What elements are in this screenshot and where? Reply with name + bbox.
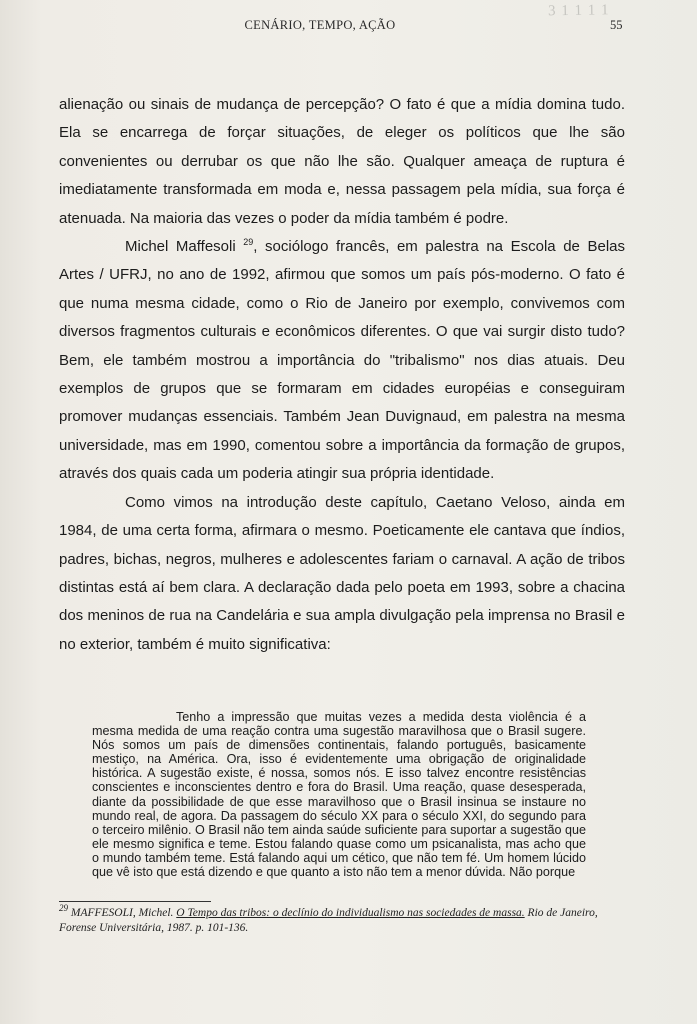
footnote (59, 903, 625, 936)
page-number: 55 (610, 18, 623, 32)
footnote-number: 29 (59, 903, 68, 914)
footnote-divider (59, 901, 211, 902)
paragraph-1: alienação ou sinais de mudança de percepção? O fato é que a mídia domina tudo. Ela se encarrega de forçar situações, de eleger os políticos que lhe são convenientes ou derrubar os que não lhe são. Qualquer ameaça de ruptura é imediatamente transformada em moda e, nessa passagem pela mídia, sua força é atenuada. Na maioria das vezes o poder da mídia também é podre. (59, 96, 625, 227)
paragraph-3: Como vimos na introdução deste capítulo, Caetano Veloso, ainda em 1984, de uma certa forma, afirmara o mesmo. Poeticamente ele cantava que índios, padres, bichas, negros, mulheres e adolescentes fariam o carnaval. A ação de tribos distintas está aí bem clara. A declaração dada pelo poeta em 1993, sobre a chacina dos meninos de rua na Candelária e sua ampla divulgação pela imprensa no Brasil e no exterior, também é muito significativa: (59, 493, 625, 653)
body-text (59, 91, 625, 659)
block-quote (92, 710, 586, 879)
paragraph-2 (59, 233, 625, 489)
paragraph-2-start: Michel Maffesoli (125, 238, 244, 256)
footnote-title: O Tempo das tribos: o declínio do individualismo nas sociedades de massa. (176, 907, 525, 919)
block-quote-text: Tenho a impressão que muitas vezes a medida desta violência é a mesma medida de uma reação contra uma sugestão maravilhosa que o Brasil sugere. Nós somos um país de dimensões continentais, falando português, basicamente mestiço, na América. Ora, isso é evidentemente uma obrigação de originalidade histórica. A sugestão existe, é nossa, somos nós. E isso talvez encontre resistências conscientes e inconscientes dentro e fora do Brasil. Uma reação, quase desesperada, diante da possibilidade de que esse maravilhoso que o Brasil insinua se instaure no mundo real, de agora. Da passagem do século XX para o século XXI, do segundo para o terceiro milênio. O Brasil não tem ainda saúde suficiente para suportar a sugestão que ele mesmo significa e teme. Estou falando quase como um psicanalista, mas acho que o mundo também teme. Está falando aqui um cético, que não tem fé. Um homem lúcido que vê isto que está dizendo e que quanto a isto não tem a menor dúvida. Não porque (92, 710, 586, 880)
footnote-imprint: Rio de Janeiro, Forense Universitária, 1987. p. 101-136. (59, 907, 598, 934)
pencil-mark: 3 1 1 1 1 (547, 2, 610, 20)
footnote-ref: 29 (243, 237, 254, 248)
running-title: CENÁRIO, TEMPO, AÇÃO (244, 18, 396, 32)
footnote-author: MAFFESOLI, Michel. (70, 907, 174, 919)
paragraph-2-rest: , sociólogo francês, em palestra na Escola de Belas Artes / UFRJ, no ano de 1992, afirmou que somos um país pós-moderno. O fato é que numa mesma cidade, como o Rio de Janeiro por exemplo, convivemos com diversos fragmentos culturais e econômicos diferentes. O que vai surgir disto tudo? Bem, ele também mostrou a importância do "tribalismo" nos dias atuais. Deu exemplos de grupos que se formaram em cidades européias e conseguiram promover mudanças essenciais. Também Jean Duvignaud, em palestra na mesma universidade, mas em 1990, comentou sobre a importância da formação de grupos, através dos quais cada um poderia atingir sua própria identidade. (59, 238, 626, 483)
page-header (0, 18, 697, 40)
